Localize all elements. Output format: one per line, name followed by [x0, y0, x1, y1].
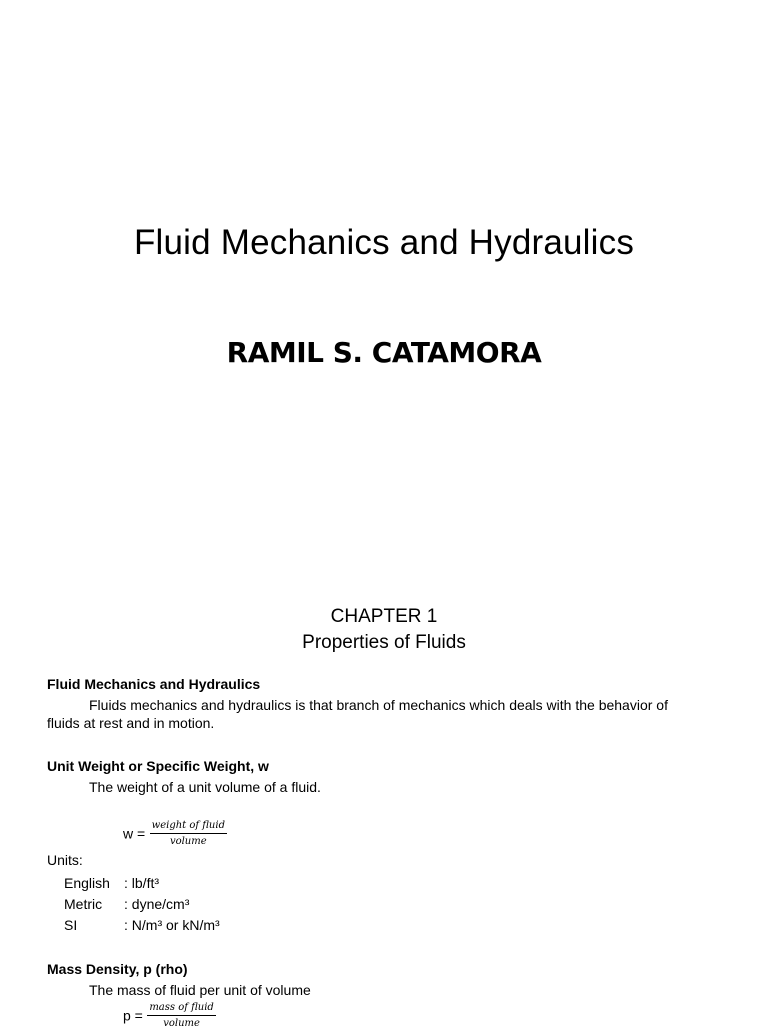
- section-heading-fmh: Fluid Mechanics and Hydraulics: [47, 676, 261, 692]
- unit-system-label: SI: [64, 917, 78, 933]
- chapter-number: CHAPTER 1: [330, 606, 438, 627]
- formula-lhs: p =: [123, 1007, 143, 1024]
- unit-system-label: English: [64, 875, 110, 891]
- formula-fraction: [150, 820, 227, 849]
- section-text-mass-density: The mass of fluid per unit of volume: [89, 982, 311, 998]
- mass-density-formula: [123, 1002, 216, 1031]
- section-heading-unit-weight: Unit Weight or Specific Weight, w: [47, 758, 269, 774]
- units-row-metric: [64, 895, 189, 913]
- formula-denominator: volume: [163, 1018, 200, 1029]
- unit-value: : N/m³ or kN/m³: [124, 917, 220, 933]
- chapter-title: Properties of Fluids: [302, 632, 466, 653]
- unit-value: : lb/ft³: [124, 875, 160, 891]
- formula-denominator: volume: [169, 836, 207, 847]
- cover-title: Fluid Mechanics and Hydraulics: [133, 223, 635, 262]
- author-name: RAMIL S. CATAMORA: [226, 336, 542, 369]
- unit-weight-formula: [123, 820, 227, 849]
- chapter-header: [0, 604, 768, 656]
- section-text-unit-weight: The weight of a unit volume of a fluid.: [89, 779, 321, 795]
- formula-lhs: w =: [123, 825, 146, 842]
- formula-fraction: [147, 1002, 216, 1031]
- section-text-fmh-line1: Fluids mechanics and hydraulics is that branch of mechanics which deals with the behavior of: [89, 697, 668, 713]
- section-text-fmh-line2: fluids at rest and in motion.: [47, 715, 215, 731]
- units-label: Units:: [47, 852, 83, 868]
- formula-numerator: weight of fluid: [150, 820, 227, 834]
- units-row-si: [64, 916, 220, 934]
- units-row-english: [64, 874, 159, 892]
- unit-value: : dyne/cm³: [124, 896, 190, 912]
- formula-numerator: mass of fluid: [147, 1002, 216, 1016]
- section-heading-mass-density: Mass Density, p (rho): [47, 961, 188, 977]
- unit-system-label: Metric: [64, 896, 103, 912]
